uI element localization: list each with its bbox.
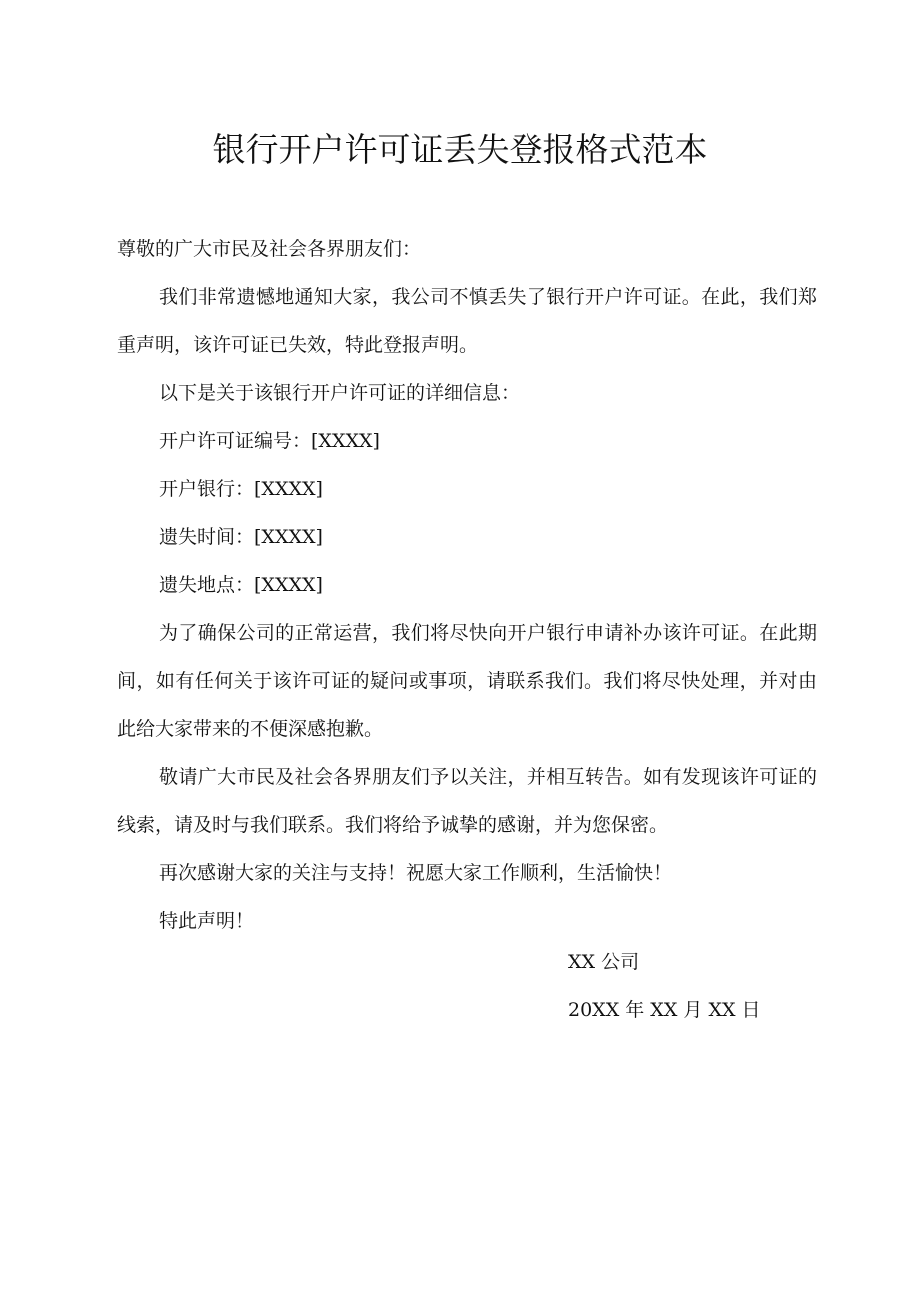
paragraph-details-intro: 以下是关于该银行开户许可证的详细信息： [159, 382, 521, 404]
field-lost-time: 遗失时间：[XXXX] [159, 526, 323, 548]
document-title: 银行开户许可证丢失登报格式范本 [212, 130, 708, 169]
paragraph-notice: 我们非常遗憾地通知大家，我公司不慎丢失了银行开户许可证。在此，我们郑重声明，该许可证已失效，特此登报声明。 [117, 286, 817, 356]
field-lost-place: 遗失地点：[XXXX] [159, 574, 323, 596]
paragraph-attention: 敬请广大市民及社会各界朋友们予以关注，并相互转告。如有发现该许可证的线索，请及时与我们联系。我们将给予诚挚的感谢，并为您保密。 [117, 766, 817, 836]
salutation: 尊敬的广大市民及社会各界朋友们： [117, 238, 422, 260]
field-license-number: 开户许可证编号：[XXXX] [159, 430, 380, 452]
closing-statement: 特此声明！ [159, 910, 255, 932]
signature-block [568, 938, 761, 1034]
paragraph-reissue: 为了确保公司的正常运营，我们将尽快向开户银行申请补办该许可证。在此期间，如有任何关于该许可证的疑问或事项，请联系我们。我们将尽快处理，并对由此给大家带来的不便深感抱歉。 [117, 622, 817, 740]
paragraph-thanks: 再次感谢大家的关注与支持！祝愿大家工作顺利，生活愉快！ [159, 862, 673, 884]
document-body [117, 225, 817, 945]
field-bank: 开户银行：[XXXX] [159, 478, 323, 500]
signature-company: XX 公司 [568, 951, 640, 973]
signature-date: 20XX 年 XX 月 XX 日 [568, 999, 761, 1021]
